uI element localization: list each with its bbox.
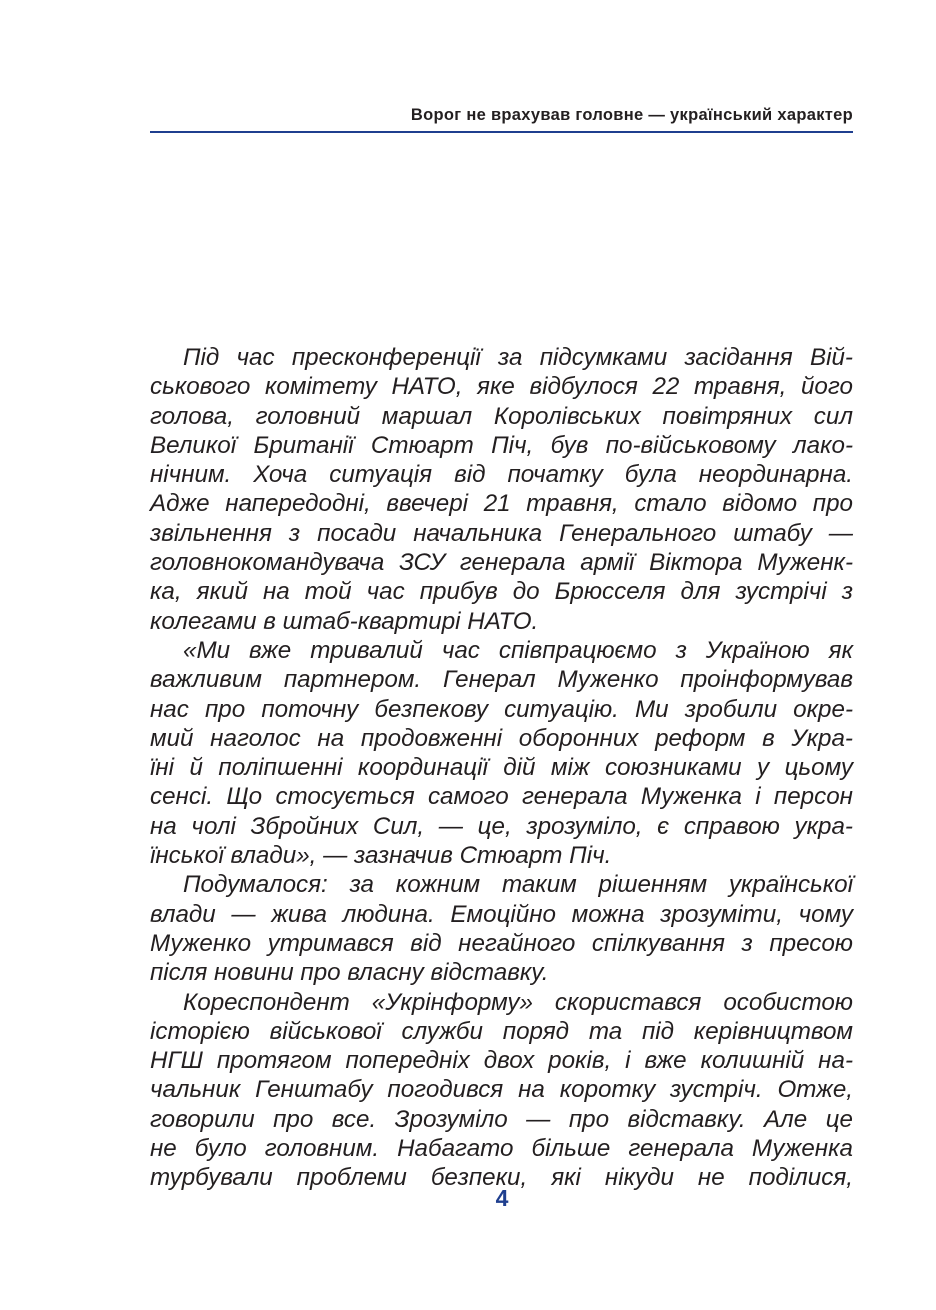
text-line: Подумалося: за кожним таким рішенням української — [183, 871, 853, 899]
text-line: Адже напередодні, ввечері 21 травня, стало відомо про — [150, 490, 853, 518]
text-line: ськового комітету НАТО, яке відбулося 22 травня, його — [150, 373, 853, 401]
text-line: чальник Генштабу погодився на коротку зустріч. Отже, — [150, 1076, 853, 1104]
text-line: звільнення з посади начальника Генерального штабу — — [150, 519, 853, 547]
text-line: сенсі. Що стосується самого генерала Муженка і персон — [150, 783, 853, 811]
text-line: нас про поточну безпекову ситуацію. Ми зробили окре- — [150, 695, 853, 723]
text-line: Муженко утримався від негайного спілкування з пресою — [150, 929, 853, 957]
text-line: НГШ протягом попередніх двох років, і вже колишній на- — [150, 1047, 853, 1075]
paragraph — [150, 343, 853, 636]
text-line: історією військової служби поряд та під керівництвом — [150, 1017, 853, 1045]
text-line: Під час пресконференції за підсумками засідання Вій- — [183, 344, 853, 371]
body-text — [150, 343, 853, 1193]
text-line: ка, який на той час прибув до Брюсселя для зустрічі з — [150, 578, 853, 606]
text-line: їнської влади», — зазначив Стюарт Піч. — [150, 842, 612, 870]
text-line: їні й поліпшенні координації дій між союзниками у цьому — [150, 754, 853, 782]
paragraph — [150, 988, 853, 1193]
text-line: мий наголос на продовженні оборонних реформ в Укра- — [150, 724, 853, 752]
header-rule — [150, 131, 853, 133]
text-line: колегами в штаб-квартирі НАТО. — [150, 607, 539, 635]
text-line: Великої Британії Стюарт Піч, був по-військовому лако- — [150, 431, 853, 459]
paragraph — [150, 636, 853, 870]
page-number: 4 — [495, 1185, 509, 1211]
text-line: після новини про власну відставку. — [150, 959, 549, 987]
text-line: влади — жива людина. Емоційно можна зрозуміти, чому — [150, 900, 853, 928]
text-line: нічним. Хоча ситуація від початку була неординарна. — [150, 461, 853, 489]
text-line: голова, головний маршал Королівських повітряних сил — [150, 402, 853, 430]
text-line: Кореспондент «Укрінформу» скористався особистою — [183, 988, 853, 1016]
paragraph — [150, 870, 853, 987]
text-line: головнокомандувача ЗСУ генерала армії Віктора Муженк- — [150, 549, 853, 577]
text-line: говорили про все. Зрозуміло — про відставку. Але це — [150, 1105, 853, 1133]
text-line: не було головним. Набагато більше генерала Муженка — [150, 1135, 853, 1163]
running-header: Ворог не врахував головне — український характер — [410, 106, 853, 124]
text-line: на чолі Збройних Сил, — це, зрозуміло, є справою укра- — [150, 812, 853, 840]
text-line: турбували проблеми безпеки, які нікуди не поділися, — [150, 1164, 853, 1192]
text-line: важливим партнером. Генерал Муженко проінформував — [150, 666, 853, 694]
text-line: «Ми вже тривалий час співпрацюємо з Україною як — [183, 636, 853, 664]
